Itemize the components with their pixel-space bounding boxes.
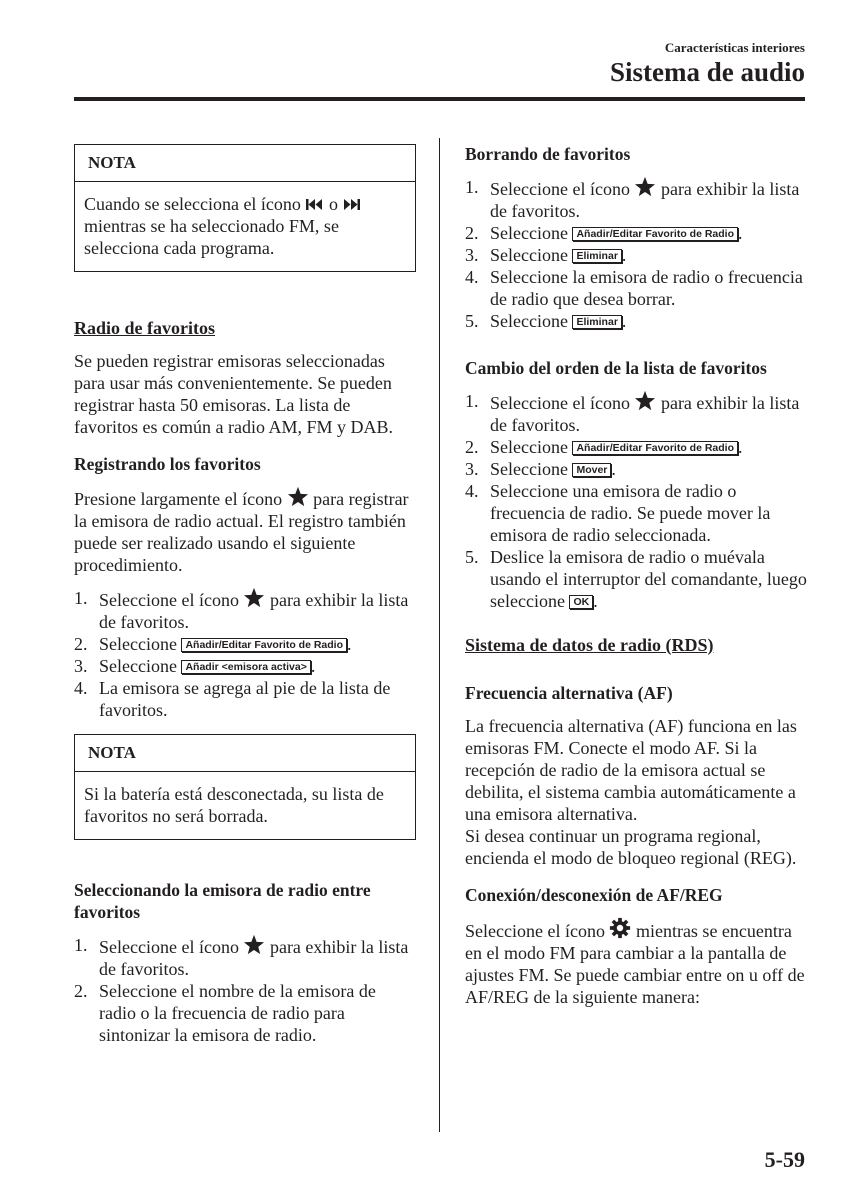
text: mientras se encuentra en el modo FM para cambiar a la pantalla de ajustes FM. Se puede cambiar entre on u off de AF/REG de la siguiente manera: [465, 921, 805, 1007]
note-box-2 [74, 734, 416, 840]
step-number: 3. [74, 656, 88, 676]
list-item [465, 266, 810, 310]
step-number: 3. [465, 459, 479, 479]
step-number: 2. [74, 981, 88, 1001]
section-label: Características interiores [664, 40, 805, 55]
text: Seleccione [490, 223, 568, 243]
sub-heading: Conexión/desconexión de AF/REG [465, 885, 723, 905]
text: Seleccione el ícono [465, 921, 605, 941]
section-heading: Sistema de datos de radio (RDS) [465, 635, 714, 655]
skip-forward-icon [342, 197, 361, 212]
step-number: 5. [465, 311, 479, 331]
steps-list [465, 390, 810, 612]
note-text: o [328, 194, 338, 214]
add-edit-favorite-button: Añadir/Editar Favorito de Radio [572, 227, 738, 241]
list-item [74, 934, 416, 980]
list-item: 3. Seleccione Mover . [465, 459, 616, 479]
step-number: 1. [74, 935, 88, 955]
right-column [465, 143, 810, 1008]
step-number: 3. [465, 245, 479, 265]
text: Seleccione el ícono [490, 179, 630, 199]
page-title: Sistema de audio [609, 57, 805, 87]
list-item: 2. Seleccione Añadir/Editar Favorito de Radio . [74, 634, 352, 654]
steps-list [74, 587, 416, 721]
text: Seleccione la emisora de radio o frecuencia de radio que desea borrar. [490, 267, 803, 309]
star-icon [634, 390, 656, 411]
text: para exhibir la lista de favoritos. [490, 393, 800, 435]
list-item: 2. Seleccione Añadir/Editar Favorito de Radio . [465, 437, 743, 457]
text: para registrar la emisora de radio actual. El registro también puede ser realizado usando el siguiente procedimiento. [74, 489, 409, 575]
header-rule [74, 97, 805, 101]
sub-heading: Seleccionando la emisora de radio entre favoritos [74, 880, 371, 922]
text: Presione largamente el ícono [74, 489, 283, 509]
note-text: Cuando se selecciona el ícono [84, 194, 301, 214]
text: Seleccione [490, 437, 568, 457]
delete-button: Eliminar [572, 249, 621, 263]
text: Seleccione el nombre de la emisora de radio o la frecuencia de radio para sintonizar la emisora de radio. [99, 981, 376, 1045]
list-item [74, 980, 416, 1046]
paragraph: Se pueden registrar emisoras seleccionadas para usar más convenientemente. Se pueden registrar hasta 50 emisoras. La lista de favoritos es común a radio AM, FM y DAB. [74, 351, 393, 437]
list-item: 5. Seleccione Eliminar . [465, 311, 627, 331]
step-number: 2. [465, 223, 479, 243]
star-icon [243, 934, 265, 955]
sub-heading: Frecuencia alternativa (AF) [465, 683, 673, 703]
paragraph [74, 486, 416, 576]
text: Seleccione [490, 311, 568, 331]
ok-button: OK [569, 595, 593, 609]
step-number: 4. [465, 267, 479, 287]
step-number: 1. [465, 177, 479, 197]
gear-icon [609, 917, 631, 939]
list-item [465, 176, 810, 222]
add-edit-favorite-button: Añadir/Editar Favorito de Radio [572, 441, 738, 455]
column-divider [439, 138, 440, 1132]
page-number: 5-59 [764, 1147, 805, 1172]
note-text: mientras se ha seleccionado FM, se selecciona cada programa. [84, 216, 339, 258]
list-item [74, 677, 416, 721]
sub-heading: Cambio del orden de la lista de favoritos [465, 358, 767, 378]
add-edit-favorite-button: Añadir/Editar Favorito de Radio [181, 638, 347, 652]
text: Seleccione [99, 656, 177, 676]
list-item [465, 480, 810, 546]
note-title: NOTA [75, 145, 415, 182]
left-column [74, 144, 416, 1046]
delete-button: Eliminar [572, 315, 621, 329]
star-icon [287, 486, 309, 507]
list-item: 5. Deslice la emisora de radio o muévala usando el interruptor del comandante, luego seleccione OK . [465, 547, 807, 611]
text: Seleccione [99, 634, 177, 654]
sub-heading: Registrando los favoritos [74, 454, 261, 474]
note-title: NOTA [75, 735, 415, 772]
step-number: 4. [465, 481, 479, 501]
section-heading: Radio de favoritos [74, 318, 215, 338]
note-body: Si la batería está desconectada, su lista de favoritos no será borrada. [84, 784, 384, 826]
text: Seleccione [490, 459, 568, 479]
list-item [74, 587, 416, 633]
move-button: Mover [572, 463, 611, 477]
star-icon [243, 587, 265, 608]
note-box-1 [74, 144, 416, 272]
paragraph: Si desea continuar un programa regional, encienda el modo de bloqueo regional (REG). [465, 826, 797, 868]
skip-back-icon [305, 197, 324, 212]
step-number: 2. [465, 437, 479, 457]
text: Deslice la emisora de radio o muévala usando el interruptor del comandante, luego seleccione [490, 547, 807, 611]
text: Seleccione el ícono [99, 937, 239, 957]
steps-list [465, 176, 810, 332]
step-number: 1. [465, 391, 479, 411]
text: Seleccione el ícono [99, 590, 239, 610]
paragraph [465, 917, 810, 1008]
list-item: 3. Seleccione Añadir <emisora activa> . [74, 656, 316, 676]
step-number: 5. [465, 547, 479, 567]
text: La emisora se agrega al pie de la lista de favoritos. [99, 678, 391, 720]
steps-list [74, 934, 416, 1046]
paragraph: La frecuencia alternativa (AF) funciona en las emisoras FM. Conecte el modo AF. Si la recepción de radio de la emisora actual se debilita, el sistema cambia automáticamente a una emisora alternativa. [465, 716, 797, 824]
text: para exhibir la lista de favoritos. [490, 179, 800, 221]
star-icon [634, 176, 656, 197]
step-number: 1. [74, 588, 88, 608]
note-body [75, 182, 415, 271]
text: para exhibir la lista de favoritos. [99, 590, 409, 632]
sub-heading: Borrando de favoritos [465, 144, 631, 164]
step-number: 2. [74, 634, 88, 654]
text: Seleccione el ícono [490, 393, 630, 413]
text: para exhibir la lista de favoritos. [99, 937, 409, 979]
text: Seleccione una emisora de radio o frecuencia de radio. Se puede mover la emisora de radio seleccionada. [490, 481, 771, 545]
step-number: 4. [74, 678, 88, 698]
text: Seleccione [490, 245, 568, 265]
list-item: 3. Seleccione Eliminar . [465, 245, 627, 265]
list-item: 2. Seleccione Añadir/Editar Favorito de Radio . [465, 223, 743, 243]
add-active-station-button: Añadir <emisora activa> [181, 660, 310, 674]
list-item [465, 390, 810, 436]
